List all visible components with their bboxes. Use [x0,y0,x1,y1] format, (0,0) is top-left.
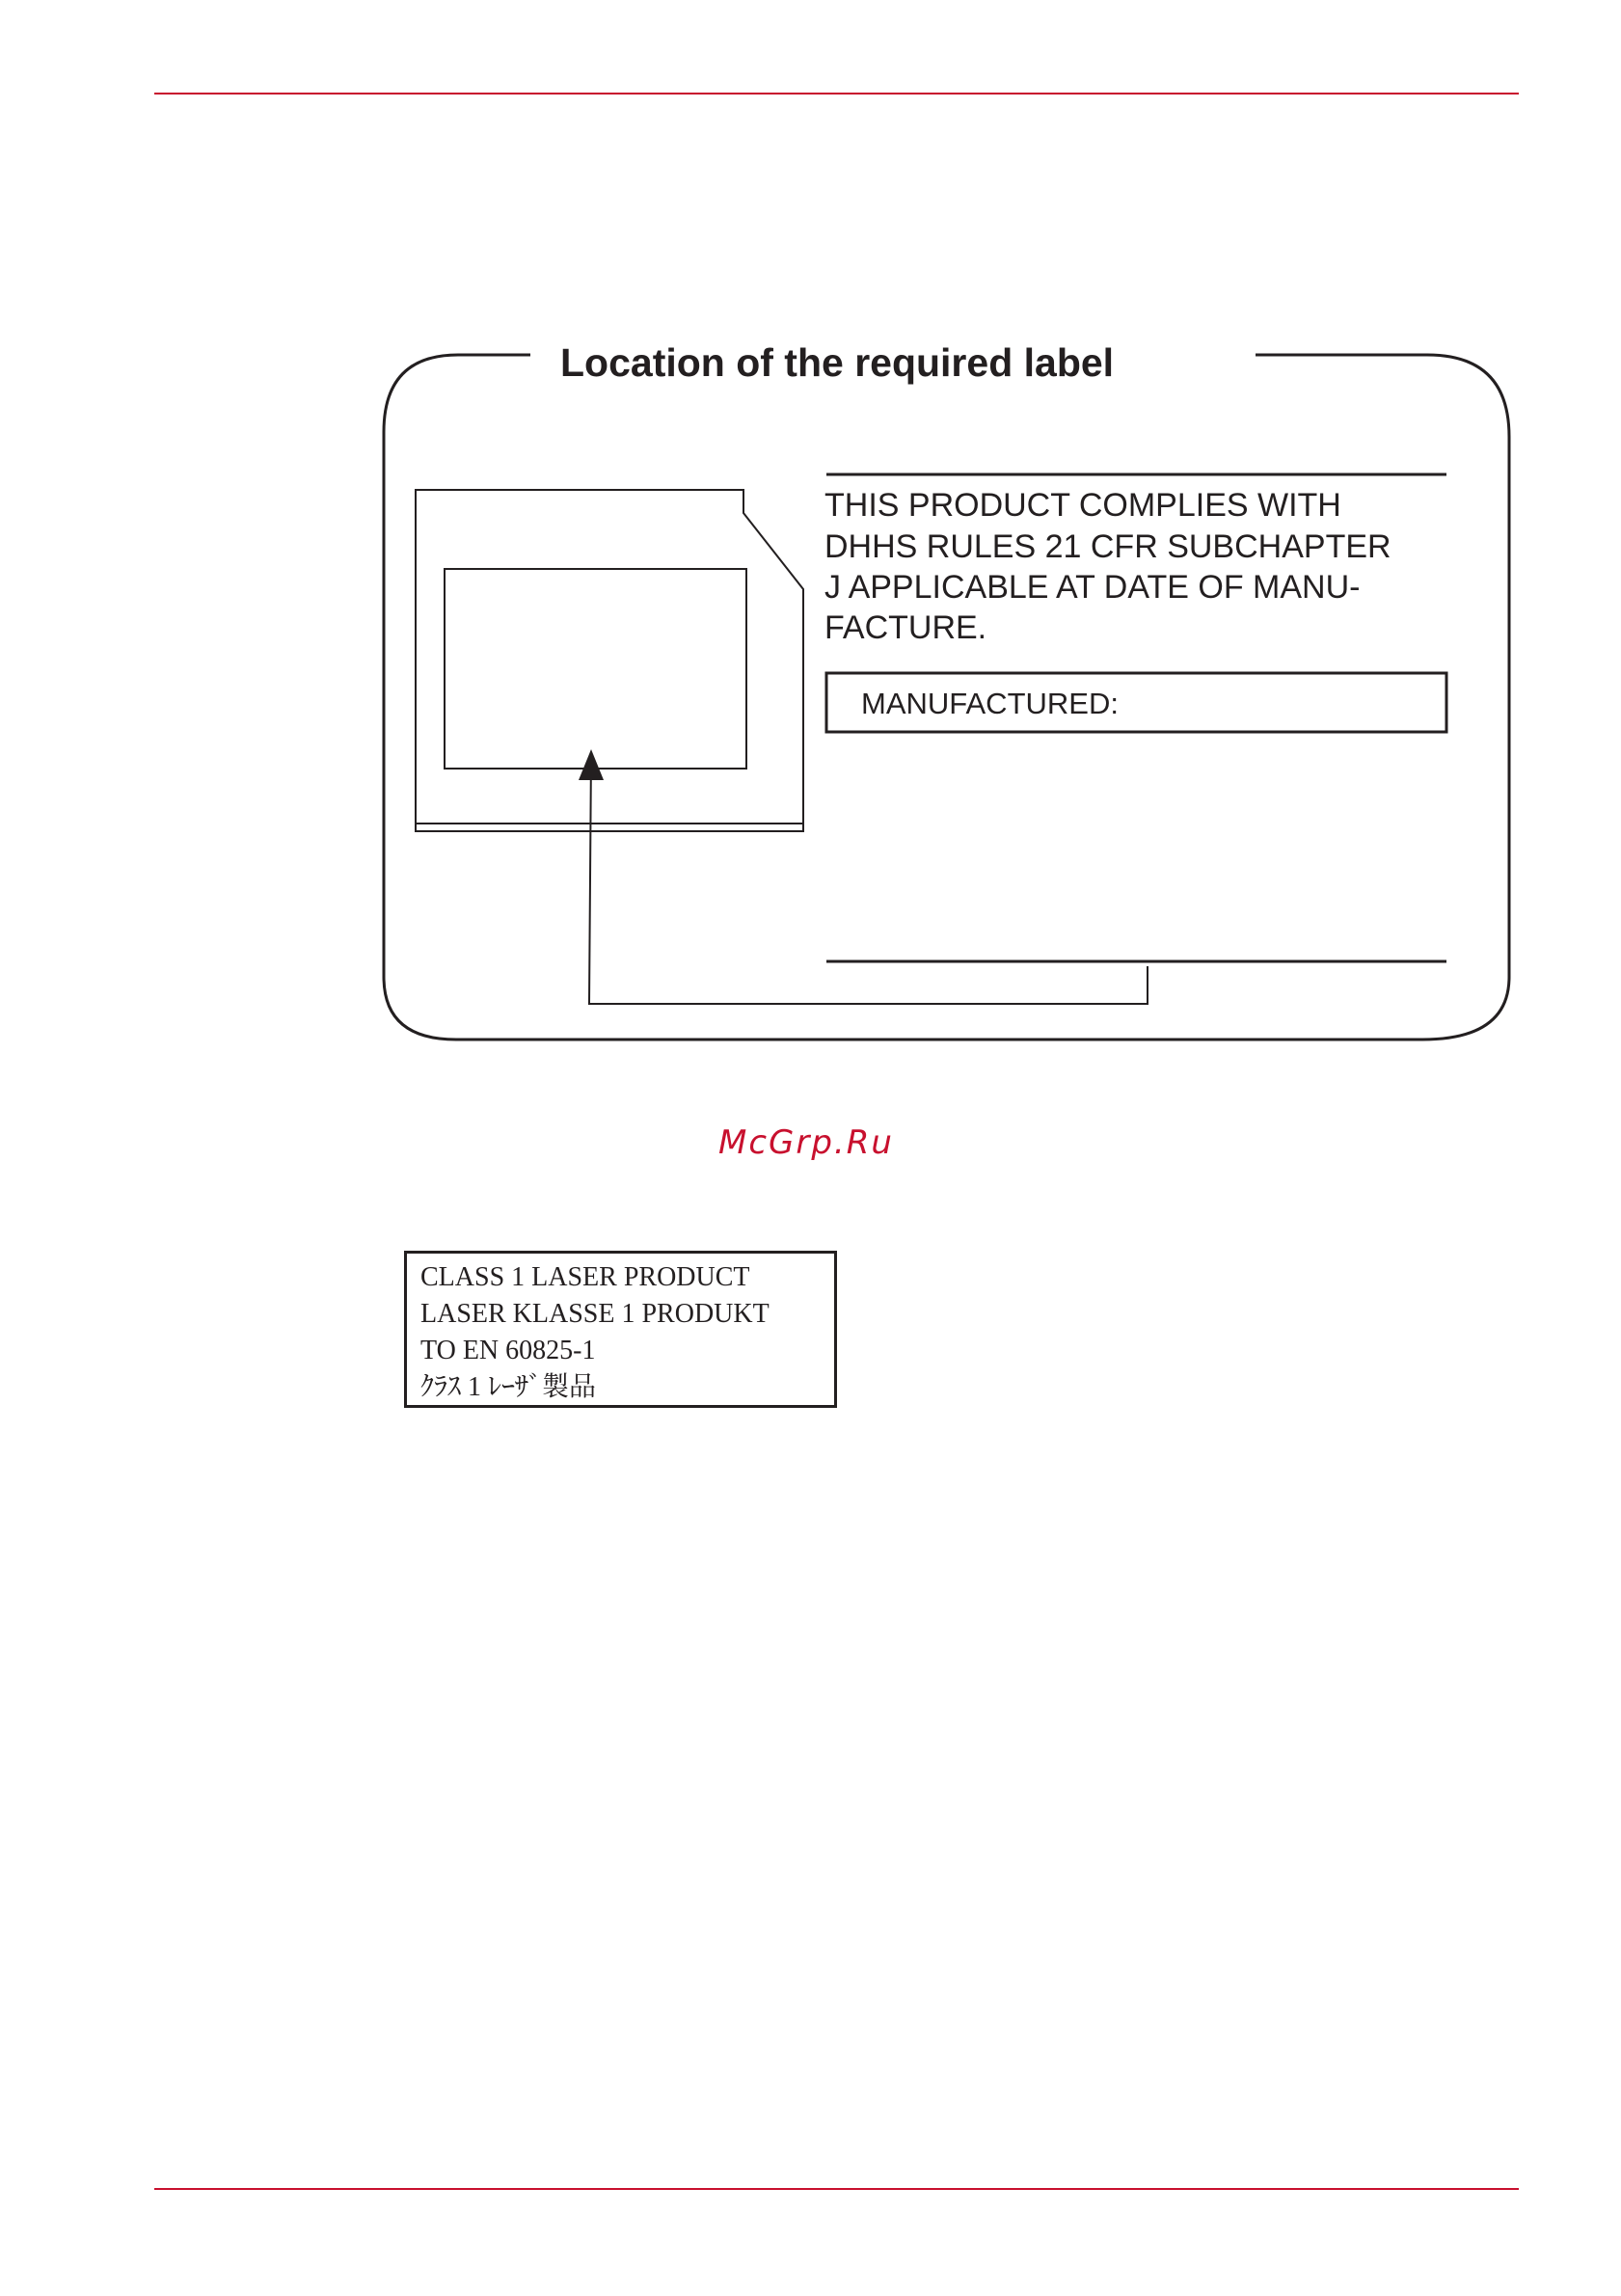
manufactured-label: MANUFACTURED: [861,687,1119,720]
compliance-line: J APPLICABLE AT DATE OF MANU- [824,569,1361,606]
laser-label-line: LASER KLASSE 1 PRODUKT [420,1299,770,1329]
label-area [445,569,746,769]
optical-drive-icon [416,490,803,831]
label-location-diagram [371,328,1528,1061]
footer-rule [154,2188,1519,2190]
compliance-text [824,487,1400,646]
compliance-line: DHHS RULES 21 CFR SUBCHAPTER [824,528,1391,565]
compliance-line: THIS PRODUCT COMPLIES WITH [824,487,1341,524]
laser-label-line: TO EN 60825-1 [420,1336,596,1365]
laser-class-label [404,1251,837,1408]
diagram-title: Location of the required label [560,340,1115,385]
header-rule [154,93,1519,95]
watermark: McGrp.Ru [718,1123,894,1162]
laser-label-line: CLASS 1 LASER PRODUCT [420,1262,750,1292]
laser-label-line: ｸﾗｽ 1 ﾚｰｻﾞ製品 [420,1372,597,1402]
compliance-line: FACTURE. [824,609,987,646]
leader-arrow-icon [579,749,1148,1004]
